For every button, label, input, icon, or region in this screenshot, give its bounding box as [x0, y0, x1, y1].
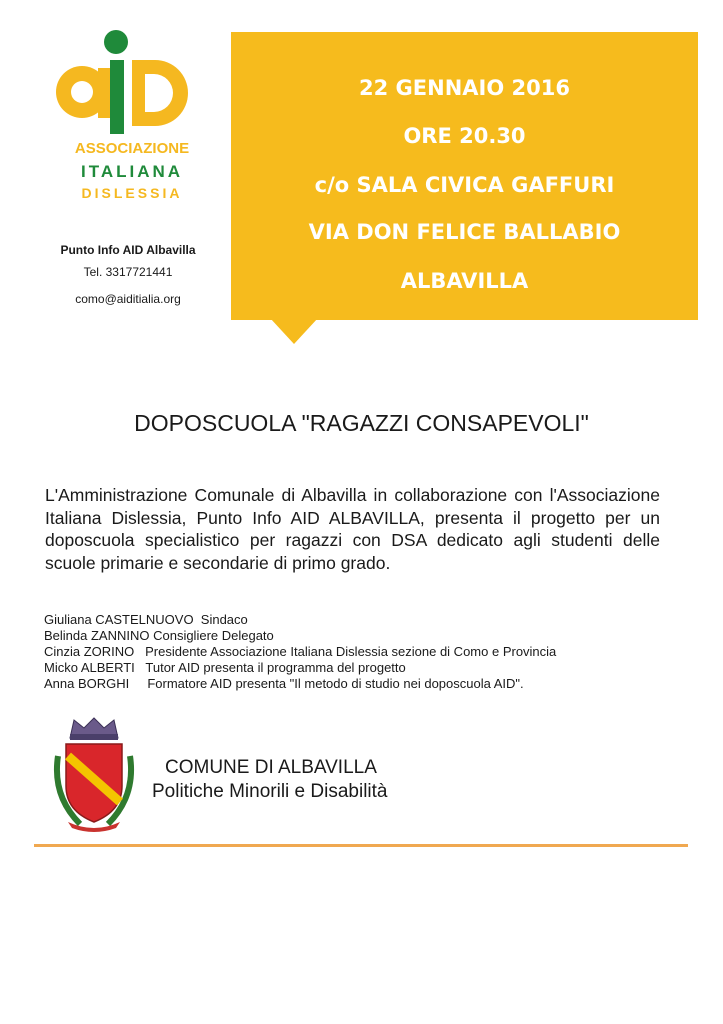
footer-divider	[34, 844, 688, 847]
contact-label: Punto Info AID Albavilla	[60, 243, 196, 257]
speaker-item: Giuliana CASTELNUOVO Sindaco	[44, 612, 248, 627]
org-name-line-2: ITALIANA	[80, 162, 184, 181]
org-name-line-1: ASSOCIAZIONE	[74, 140, 190, 157]
banner-pointer	[270, 318, 318, 344]
event-banner	[231, 32, 698, 320]
speaker-item: Cinzia ZORINO Presidente Associazione Italiana Dislessia sezione di Como e Provincia	[44, 644, 557, 659]
comune-department: Politiche Minorili e Disabilità	[152, 781, 388, 802]
contact-phone: Tel. 3317721441	[83, 265, 173, 279]
speaker-list	[44, 612, 684, 692]
speaker-item: Micko ALBERTI Tutor AID presenta il programma del progetto	[44, 660, 406, 675]
contact-email[interactable]: como@aiditialia.org	[75, 292, 181, 306]
event-town: ALBAVILLA	[400, 269, 529, 293]
comune-name: COMUNE DI ALBAVILLA	[165, 757, 377, 778]
org-name-line-3: DISLESSIA	[81, 185, 183, 201]
event-time: ORE 20.30	[403, 124, 526, 148]
event-venue: c/o SALA CIVICA GAFFURI	[314, 173, 615, 197]
speaker-item: Anna BORGHI Formatore AID presenta "Il metodo di studio nei doposcuola AID".	[44, 676, 524, 691]
description-paragraph: L'Amministrazione Comunale di Albavilla in collaborazione con l'Associazione Italiana Dislessia, Punto Info AID ALBAVILLA, presenta il progetto per un doposcuola specialistico per ragazzi con DSA dedicato agli studenti delle scuole primarie e secondarie di primo grado.	[45, 485, 660, 573]
comune-crest-icon	[50, 716, 138, 834]
event-date: 22 GENNAIO 2016	[359, 76, 570, 100]
speaker-item: Belinda ZANNINO Consigliere Delegato	[44, 628, 274, 643]
event-address: VIA DON FELICE BALLABIO	[308, 220, 621, 244]
page-title: DOPOSCUOLA "RAGAZZI CONSAPEVOLI"	[134, 410, 589, 436]
